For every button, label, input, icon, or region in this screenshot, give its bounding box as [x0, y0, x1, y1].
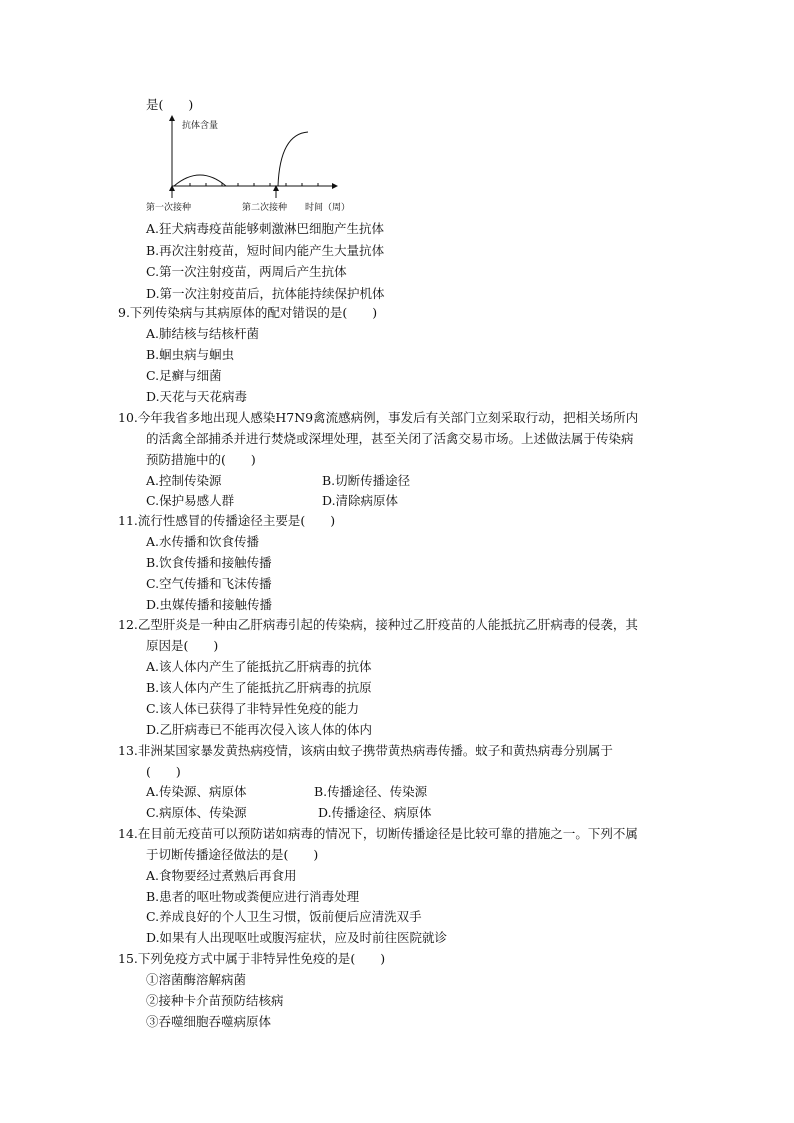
- question-10-line1: 10.今年我省多地出现人感染H7N9禽流感病例，事发后有关部门立刻采取行动，把相关场所内: [118, 410, 639, 425]
- option-14b: B.患者的呕吐物或粪便应进行消毒处理: [146, 889, 360, 904]
- option-13d: D.传播途径、病原体: [318, 805, 432, 820]
- antibody-chart: [140, 114, 350, 218]
- option-9d: D.天花与天花病毒: [146, 389, 248, 404]
- question-14-line2: 于切断传播途径做法的是( ): [146, 847, 319, 862]
- option-10a: A.控制传染源: [146, 473, 222, 488]
- option-10b: B.切断传播途径: [322, 473, 411, 488]
- series-first-dose: [174, 175, 226, 186]
- question-13-line2: ( ): [146, 764, 181, 779]
- option-12c: C.该人体已获得了非特异性免疫的能力: [146, 701, 360, 716]
- option-11d: D.虫媒传播和接触传播: [146, 597, 273, 612]
- question-14-line1: 14.在目前无疫苗可以预防诺如病毒的情况下，切断传播途径是比较可靠的措施之一。下列不属: [118, 826, 638, 841]
- question-12-line1: 12.乙型肝炎是一种由乙肝病毒引起的传染病，接种过乙肝疫苗的人能抵抗乙肝病毒的侵袭，其: [118, 617, 638, 632]
- option-8b: B.再次注射疫苗，短时间内能产生大量抗体: [146, 243, 385, 258]
- option-8a: A.狂犬病毒疫苗能够刺激淋巴细胞产生抗体: [146, 221, 385, 236]
- option-10d: D.清除病原体: [322, 493, 399, 508]
- question-8-tail: 是( ): [146, 97, 194, 112]
- x-axis-label: 时间（周）: [305, 203, 350, 213]
- option-13b: B.传播途径、传染源: [314, 784, 428, 799]
- option-9c: C.足癣与细菌: [146, 368, 222, 383]
- option-10c: C.保护易感人群: [146, 493, 235, 508]
- question-12-line2: 原因是( ): [146, 638, 219, 653]
- option-11a: A.水传播和饮食传播: [146, 534, 260, 549]
- option-9a: A.肺结核与结核杆菌: [146, 326, 260, 341]
- option-11c: C.空气传播和飞沫传播: [146, 576, 272, 591]
- series-second-dose: [278, 132, 308, 186]
- option-9b: B.蛔虫病与蛔虫: [146, 347, 235, 362]
- option-14d: D.如果有人出现呕吐或腹泻症状，应及时前往医院就诊: [146, 930, 448, 945]
- question-10-line3: 预防措施中的( ): [146, 452, 256, 467]
- marker-first-dose-label: 第一次接种: [146, 203, 192, 213]
- question-10-line2: 的活禽全部捕杀并进行焚烧或深埋处理，甚至关闭了活禽交易市场。上述做法属于传染病: [146, 431, 634, 446]
- question-13-line1: 13.非洲某国家暴发黄热病疫情，该病由蚊子携带黄热病毒传播。蚊子和黄热病毒分别属于: [118, 743, 613, 758]
- question-11: 11.流行性感冒的传播途径主要是( ): [118, 513, 336, 528]
- question-15: 15.下列免疫方式中属于非特异性免疫的是( ): [118, 951, 386, 966]
- statement-3: ③吞噬细胞吞噬病原体: [146, 1014, 272, 1029]
- option-11b: B.饮食传播和接触传播: [146, 555, 272, 570]
- option-13c: C.病原体、传染源: [146, 805, 247, 820]
- option-8d: D.第一次注射疫苗后，抗体能持续保护机体: [146, 286, 385, 301]
- option-8c: C.第一次注射疫苗，两周后产生抗体: [146, 264, 347, 279]
- option-14c: C.养成良好的个人卫生习惯，饭前便后应清洗双手: [146, 909, 422, 924]
- option-13a: A.传染源、病原体: [146, 784, 247, 799]
- option-12a: A.该人体内产生了能抵抗乙肝病毒的抗体: [146, 659, 372, 674]
- y-axis-label: 抗体含量: [182, 121, 219, 131]
- statement-1: ①溶菌酶溶解病菌: [146, 972, 247, 987]
- statement-2: ②接种卡介苗预防结核病: [146, 993, 284, 1008]
- option-14a: A.食物要经过煮熟后再食用: [146, 868, 297, 883]
- question-9: 9.下列传染病与其病原体的配对错误的是( ): [118, 305, 378, 320]
- option-12b: B.该人体内产生了能抵抗乙肝病毒的抗原: [146, 680, 372, 695]
- option-12d: D.乙肝病毒已不能再次侵入该人体的体内: [146, 722, 373, 737]
- marker-second-dose-label: 第二次接种: [242, 203, 288, 213]
